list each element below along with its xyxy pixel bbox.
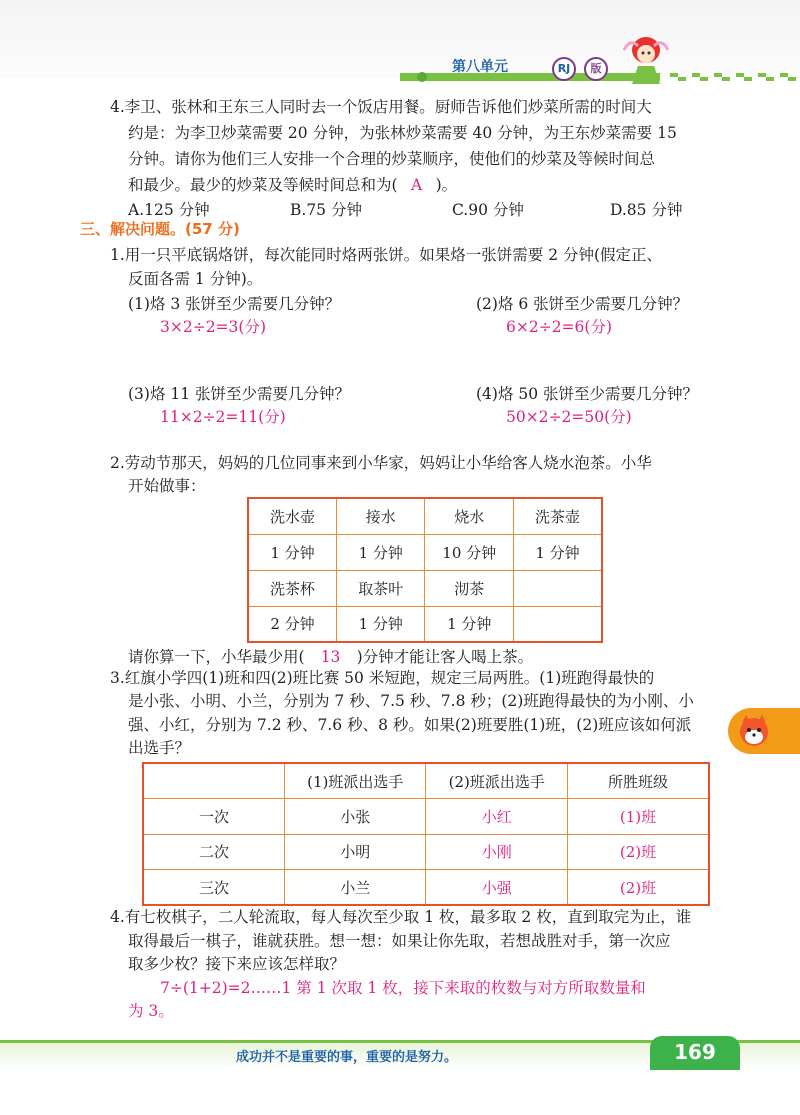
q4-option-b: B.75 分钟 (290, 201, 362, 219)
round-cell: 二次 (143, 834, 284, 870)
p1-a2: 6×2÷2=6(分) (506, 318, 613, 336)
q4-top-prefix: 和最少。最少的炒菜及等候时间总和为( (128, 176, 398, 194)
class1-cell: 小明 (284, 834, 426, 870)
header-band (0, 0, 800, 78)
q4-top-answer: A (410, 176, 423, 194)
q4-option-c: C.90 分钟 (452, 201, 524, 219)
p4-line-3: 取多少枚？接下来应该怎样取？ (128, 955, 346, 973)
table-cell: 2 分钟 (248, 606, 336, 642)
table-cell: 1 分钟 (425, 606, 514, 642)
p1-a4: 50×2÷2=50(分) (506, 408, 632, 426)
p4-answer-line-1: 7÷(1+2)=2……1 第 1 次取 1 枚，接下来取的枚数与对方所取数量和 (160, 979, 646, 997)
p4-line-1: 4.有七枚棋子，二人轮流取，每人每次至少取 1 枚，最多取 2 枚，直到取完为止，谁 (110, 908, 692, 926)
table-cell: 1 分钟 (336, 534, 424, 570)
p3-line-1: 3.红旗小学四(1)班和四(2)班比赛 50 米短跑，规定三局两胜。(1)班跑得最快的 (110, 669, 655, 687)
p1-a1: 3×2÷2=3(分) (160, 318, 267, 336)
q4-top-suffix: )。 (435, 176, 458, 194)
p2-answer: 13 (320, 648, 341, 666)
table-cell: 1 分钟 (513, 534, 602, 570)
p2-ask-suffix: )分钟才能让客人喝上茶。 (356, 648, 534, 666)
q4-top-line-1: 4.李卫、张林和王东三人同时去一个饭店用餐。厨师告诉他们炒菜所需的时间大 (110, 98, 652, 116)
table-row (143, 870, 709, 906)
table-cell (513, 606, 602, 642)
table-cell: 接水 (336, 498, 424, 534)
race-table (142, 762, 710, 906)
p2-ask (128, 646, 533, 668)
table-row (143, 799, 709, 835)
p1-q2: (2)烙 6 张饼至少需要几分钟？ (476, 295, 689, 313)
fox-mascot-icon (736, 713, 772, 749)
table-cell: 洗水壶 (248, 498, 336, 534)
section-3-title: 三、解决问题。(57 分) (80, 220, 240, 238)
fairy-mascot-icon (616, 30, 676, 86)
table-cell: 10 分钟 (425, 534, 514, 570)
p2-ask-prefix: 请你算一下，小华最少用( (128, 648, 305, 666)
table-cell: 取茶叶 (336, 570, 424, 606)
page-number: 169 (674, 1040, 716, 1064)
q4-top-line-4 (128, 174, 457, 196)
table-row (248, 498, 602, 534)
p4-line-2: 取得最后一棋子，谁就获胜。想一想：如果让你先取，若想战胜对手，第一次应 (128, 932, 671, 950)
table-header-cell (143, 763, 284, 799)
round-cell: 三次 (143, 870, 284, 906)
table-cell: 洗茶杯 (248, 570, 336, 606)
table-row (248, 570, 602, 606)
unit-title: 第八单元 (452, 59, 508, 75)
table-cell: 1 分钟 (248, 534, 336, 570)
class1-cell: 小兰 (284, 870, 426, 906)
p3-line-4: 出选手？ (128, 739, 191, 757)
rj-badge: RJ (552, 57, 576, 81)
winner-cell: (2)班 (567, 834, 709, 870)
table-header-row (143, 763, 709, 799)
table-cell: 烧水 (425, 498, 514, 534)
p1-q4: (4)烙 50 张饼至少需要几分钟？ (476, 385, 699, 403)
class1-cell: 小张 (284, 799, 426, 835)
tea-steps-table (247, 497, 603, 643)
table-header-cell: (1)班派出选手 (284, 763, 426, 799)
edition-badge: 版 (584, 57, 608, 81)
class2-cell: 小刚 (426, 834, 568, 870)
table-row (248, 606, 602, 642)
table-header-cell: (2)班派出选手 (426, 763, 568, 799)
q4-option-a: A.125 分钟 (128, 201, 210, 219)
table-row (143, 834, 709, 870)
winner-cell: (2)班 (567, 870, 709, 906)
p1-q3: (3)烙 11 张饼至少需要几分钟？ (128, 385, 351, 403)
p1-q1: (1)烙 3 张饼至少需要几分钟？ (128, 295, 341, 313)
table-cell: 沏茶 (425, 570, 514, 606)
q4-top-line-2: 约是：为李卫炒菜需要 20 分钟，为张林炒菜需要 40 分钟，为王东炒菜需要 15 (128, 124, 677, 142)
table-row (248, 534, 602, 570)
p2-line-2: 开始做事： (128, 477, 206, 495)
round-cell: 一次 (143, 799, 284, 835)
p3-line-3: 强、小红，分别为 7.2 秒、7.6 秒、8 秒。如果(2)班要胜(1)班，(2)班应该如何派 (128, 716, 692, 734)
table-cell (513, 570, 602, 606)
winner-cell: (1)班 (567, 799, 709, 835)
class2-cell: 小强 (426, 870, 568, 906)
q4-top-line-3: 分钟。请你为他们三人安排一个合理的炒菜顺序，使他们的炒菜及等候时间总 (128, 150, 656, 168)
p3-line-2: 是小张、小明、小兰，分别为 7 秒、7.5 秒、7.8 秒；(2)班跑得最快的为小刚、小 (128, 692, 694, 710)
p4-answer-line-2: 为 3。 (128, 1002, 174, 1020)
p1-line-1: 1.用一只平底锅烙饼，每次能同时烙两张饼。如果烙一张饼需要 2 分钟(假定正、 (110, 246, 663, 264)
table-header-cell: 所胜班级 (567, 763, 709, 799)
footer-motto: 成功并不是重要的事，重要的是努力。 (236, 1050, 458, 1065)
table-cell: 1 分钟 (336, 606, 424, 642)
class2-cell: 小红 (426, 799, 568, 835)
table-cell: 洗茶壶 (513, 498, 602, 534)
p2-line-1: 2.劳动节那天，妈妈的几位同事来到小华家，妈妈让小华给客人烧水泡茶。小华 (110, 454, 652, 472)
p1-line-2: 反面各需 1 分钟)。 (128, 270, 263, 288)
p1-a3: 11×2÷2=11(分) (160, 408, 286, 426)
q4-option-d: D.85 分钟 (610, 201, 683, 219)
